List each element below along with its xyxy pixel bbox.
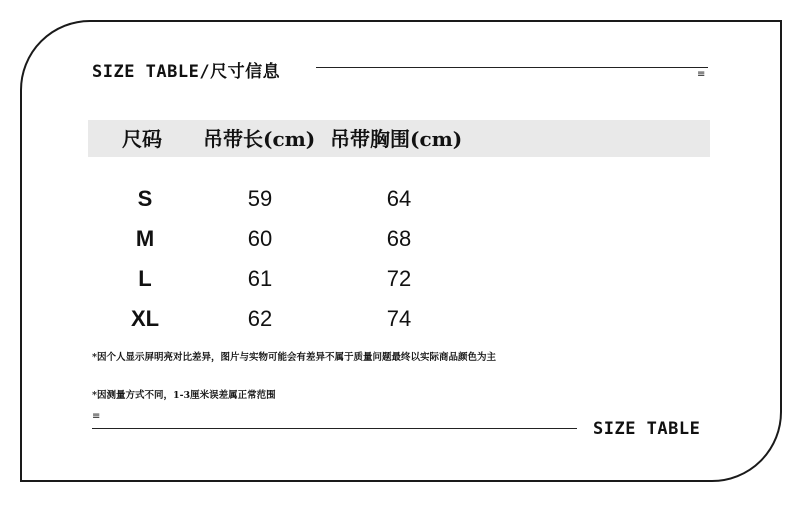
strap-length-cell: 62 [247, 306, 273, 331]
chest-cell: 72 [386, 266, 412, 291]
chest-cell: 64 [386, 186, 412, 211]
strap-length-cell: 59 [247, 186, 273, 211]
size-cell: XL [130, 306, 160, 331]
size-cell: S [137, 186, 153, 211]
table-row [0, 266, 804, 296]
title-divider [316, 67, 708, 68]
note-measurement-error: *因测量方式不同，1-3厘米误差属正常范围 [92, 390, 276, 401]
column-header-size: 尺码 [122, 127, 162, 151]
menu-lines-icon: ≡ [92, 411, 101, 422]
size-cell: M [135, 226, 155, 251]
table-row [0, 186, 804, 216]
footer-divider [92, 428, 577, 429]
size-cell: L [138, 266, 152, 291]
strap-length-cell: 60 [247, 226, 273, 251]
chest-cell: 74 [386, 306, 412, 331]
footer-title: SIZE TABLE [593, 419, 701, 439]
menu-lines-icon: ≡ [697, 69, 706, 80]
table-row [0, 226, 804, 256]
strap-length-cell: 61 [247, 266, 273, 291]
column-header-strap-length: 吊带长(cm) [203, 127, 316, 151]
column-header-chest: 吊带胸围(cm) [330, 127, 463, 151]
chest-cell: 68 [386, 226, 412, 251]
note-color-difference: *因个人显示屏明亮对比差异，图片与实物可能会有差异不属于质量问题最终以实际商品颜色为主 [92, 352, 496, 363]
table-row [0, 306, 804, 336]
page-title: SIZE TABLE/尺寸信息 [92, 62, 281, 82]
